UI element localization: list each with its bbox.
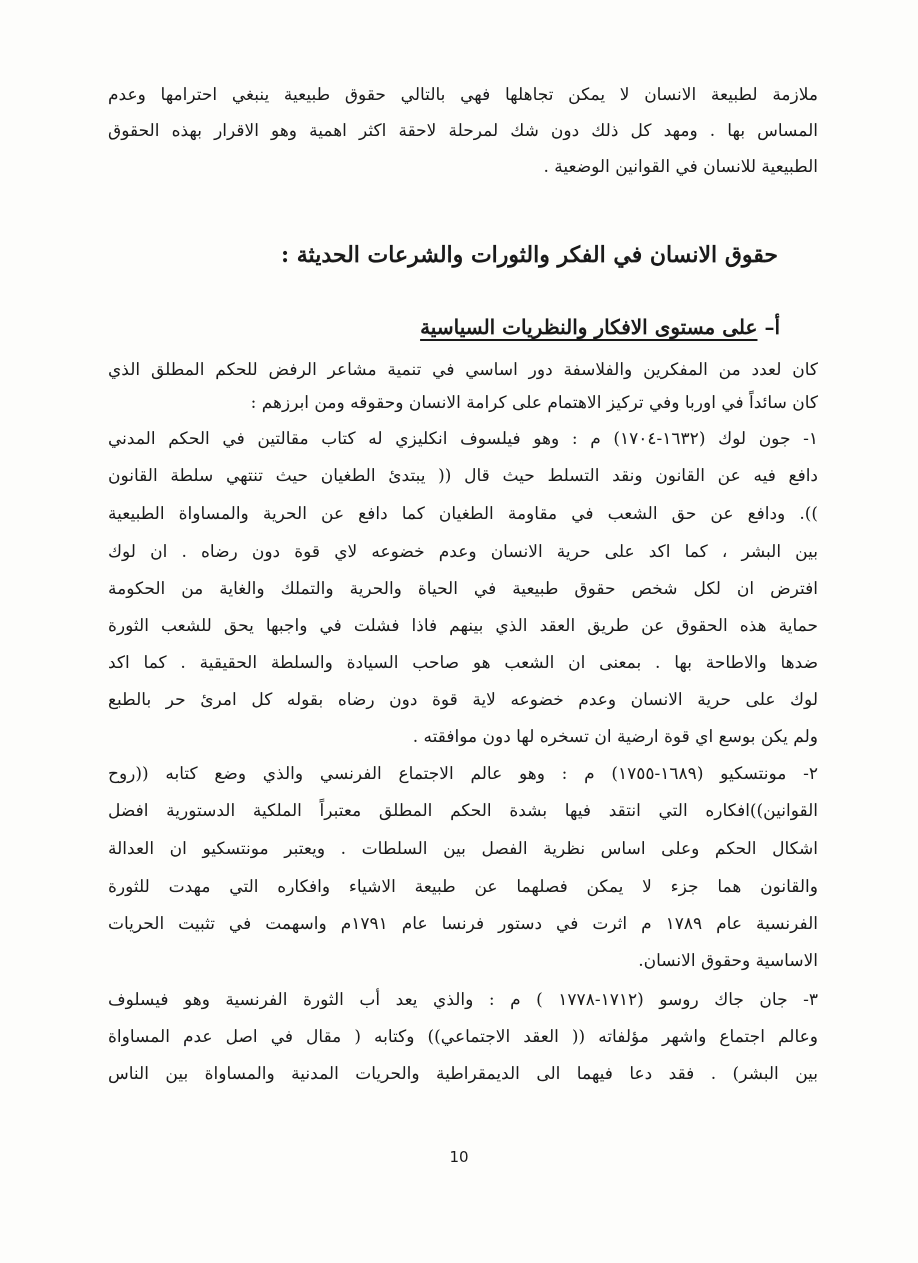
item1-line-8: لوك على حرية الانسان وعدم خضوعه لاية قوة دون رضاه بقوله كل امرئ حر بالطبع	[108, 690, 818, 710]
item1-line-4: بين البشر ، كما اكد على حرية الانسان وعدم خضوعه لاي قوة دون رضاه . ان لوك	[108, 542, 818, 562]
item1-line-5: افترض ان لكل شخص حقوق طبيعية في الحياة والحرية والتملك والغاية من الحكومة	[108, 579, 818, 599]
page-number: 10	[449, 1148, 469, 1166]
item2-line-1: ٢- مونتسكيو (١٦٨٩-١٧٥٥) م : وهو عالم الاجتماع الفرنسي والذي وضع كتابه ((روح	[108, 764, 818, 784]
item1-line-7: ضدها والاطاحة بها . بمعنى ان الشعب هو صاحب السيادة والسلطة الحقيقية . كما اكد	[108, 653, 818, 673]
item3-line-3: بين البشر) . فقد دعا فيهما الى الديمقراطية والحريات المدنية والمساواة بين الناس	[108, 1064, 818, 1084]
subsection-title: على مستوى الافكار والنظريات السياسية	[420, 315, 758, 339]
item2-line-6: الاساسية وحقوق الانسان.	[638, 951, 818, 971]
item1-line-3: )). ودافع عن حق الشعب في مقاومة الطغيان كما دافع عن الحرية والمساواة الطبيعية	[108, 504, 818, 524]
item1-line-1: ١- جون لوك (١٦٣٢-١٧٠٤) م : وهو فيلسوف انكليزي له كتاب مقالتين في الحكم المدني	[108, 429, 818, 449]
item3-line-1: ٣- جان جاك روسو (١٧١٢-١٧٧٨ ) م : والذي يعد أب الثورة الفرنسية وهو فيسلوف	[108, 990, 818, 1010]
item3-line-2: وعالم اجتماع واشهر مؤلفاته (( العقد الاجتماعي)) وكتابه ( مقال في اصل عدم المساواة	[108, 1027, 818, 1047]
item1-line-9: ولم يكن بوسع اي قوة ارضية ان تسخره لها دون موافقته .	[412, 727, 818, 747]
subsection-prefix: أ–	[764, 315, 780, 339]
item2-line-5: الفرنسية عام ١٧٨٩ م اثرت في دستور فرنسا عام ١٧٩١م واسهمت في تثبيت الحريات	[108, 914, 818, 934]
subsection-heading	[420, 315, 780, 339]
item2-line-4: والقانون هما جزء لا يمكن فصلهما عن طبيعة الاشياء وافكاره التي مهدت للثورة	[108, 877, 818, 897]
intro-line-2: المساس بها . ومهد كل ذلك دون شك لمرحلة لاحقة اكثر اهمية وهو الاقرار بهذه الحقوق	[108, 121, 818, 141]
item1-line-2: دافع فيه عن القانون ونقد التسلط حيث قال (( يبتدئ الطغيان حيث تنتهي سلطة القانون	[108, 466, 818, 486]
section-heading: حقوق الانسان في الفكر والثورات والشرعات الحديثة :	[280, 242, 778, 268]
intro-line-1: ملازمة لطبيعة الانسان لا يمكن تجاهلها فهي بالتالي حقوق طبيعية ينبغي احترامها وعدم	[108, 85, 818, 105]
item2-line-2: القوانين))افكاره التي انتقد فيها بشدة الحكم المطلق معتبراً الملكية الدستورية افضل	[108, 801, 818, 821]
intro-line-3: الطبيعية للانسان في القوانين الوضعية .	[543, 157, 818, 177]
item2-line-3: اشكال الحكم وعلى اساس نظرية الفصل بين السلطات . ويعتبر مونتسكيو ان العدالة	[108, 839, 818, 859]
item1-line-6: حماية هذه الحقوق عن طريق العقد الذي بينهم فاذا فشلت في واجبها يحق للشعب الثورة	[108, 616, 818, 636]
para-intro-line-1: كان لعدد من المفكرين والفلاسفة دور اساسي في تنمية مشاعر الرفض للحكم المطلق الذي	[108, 360, 818, 380]
para-intro-line-2: كان سائداً في اوربا وفي تركيز الاهتمام على كرامة الانسان وحقوقه ومن ابرزهم :	[250, 393, 818, 413]
